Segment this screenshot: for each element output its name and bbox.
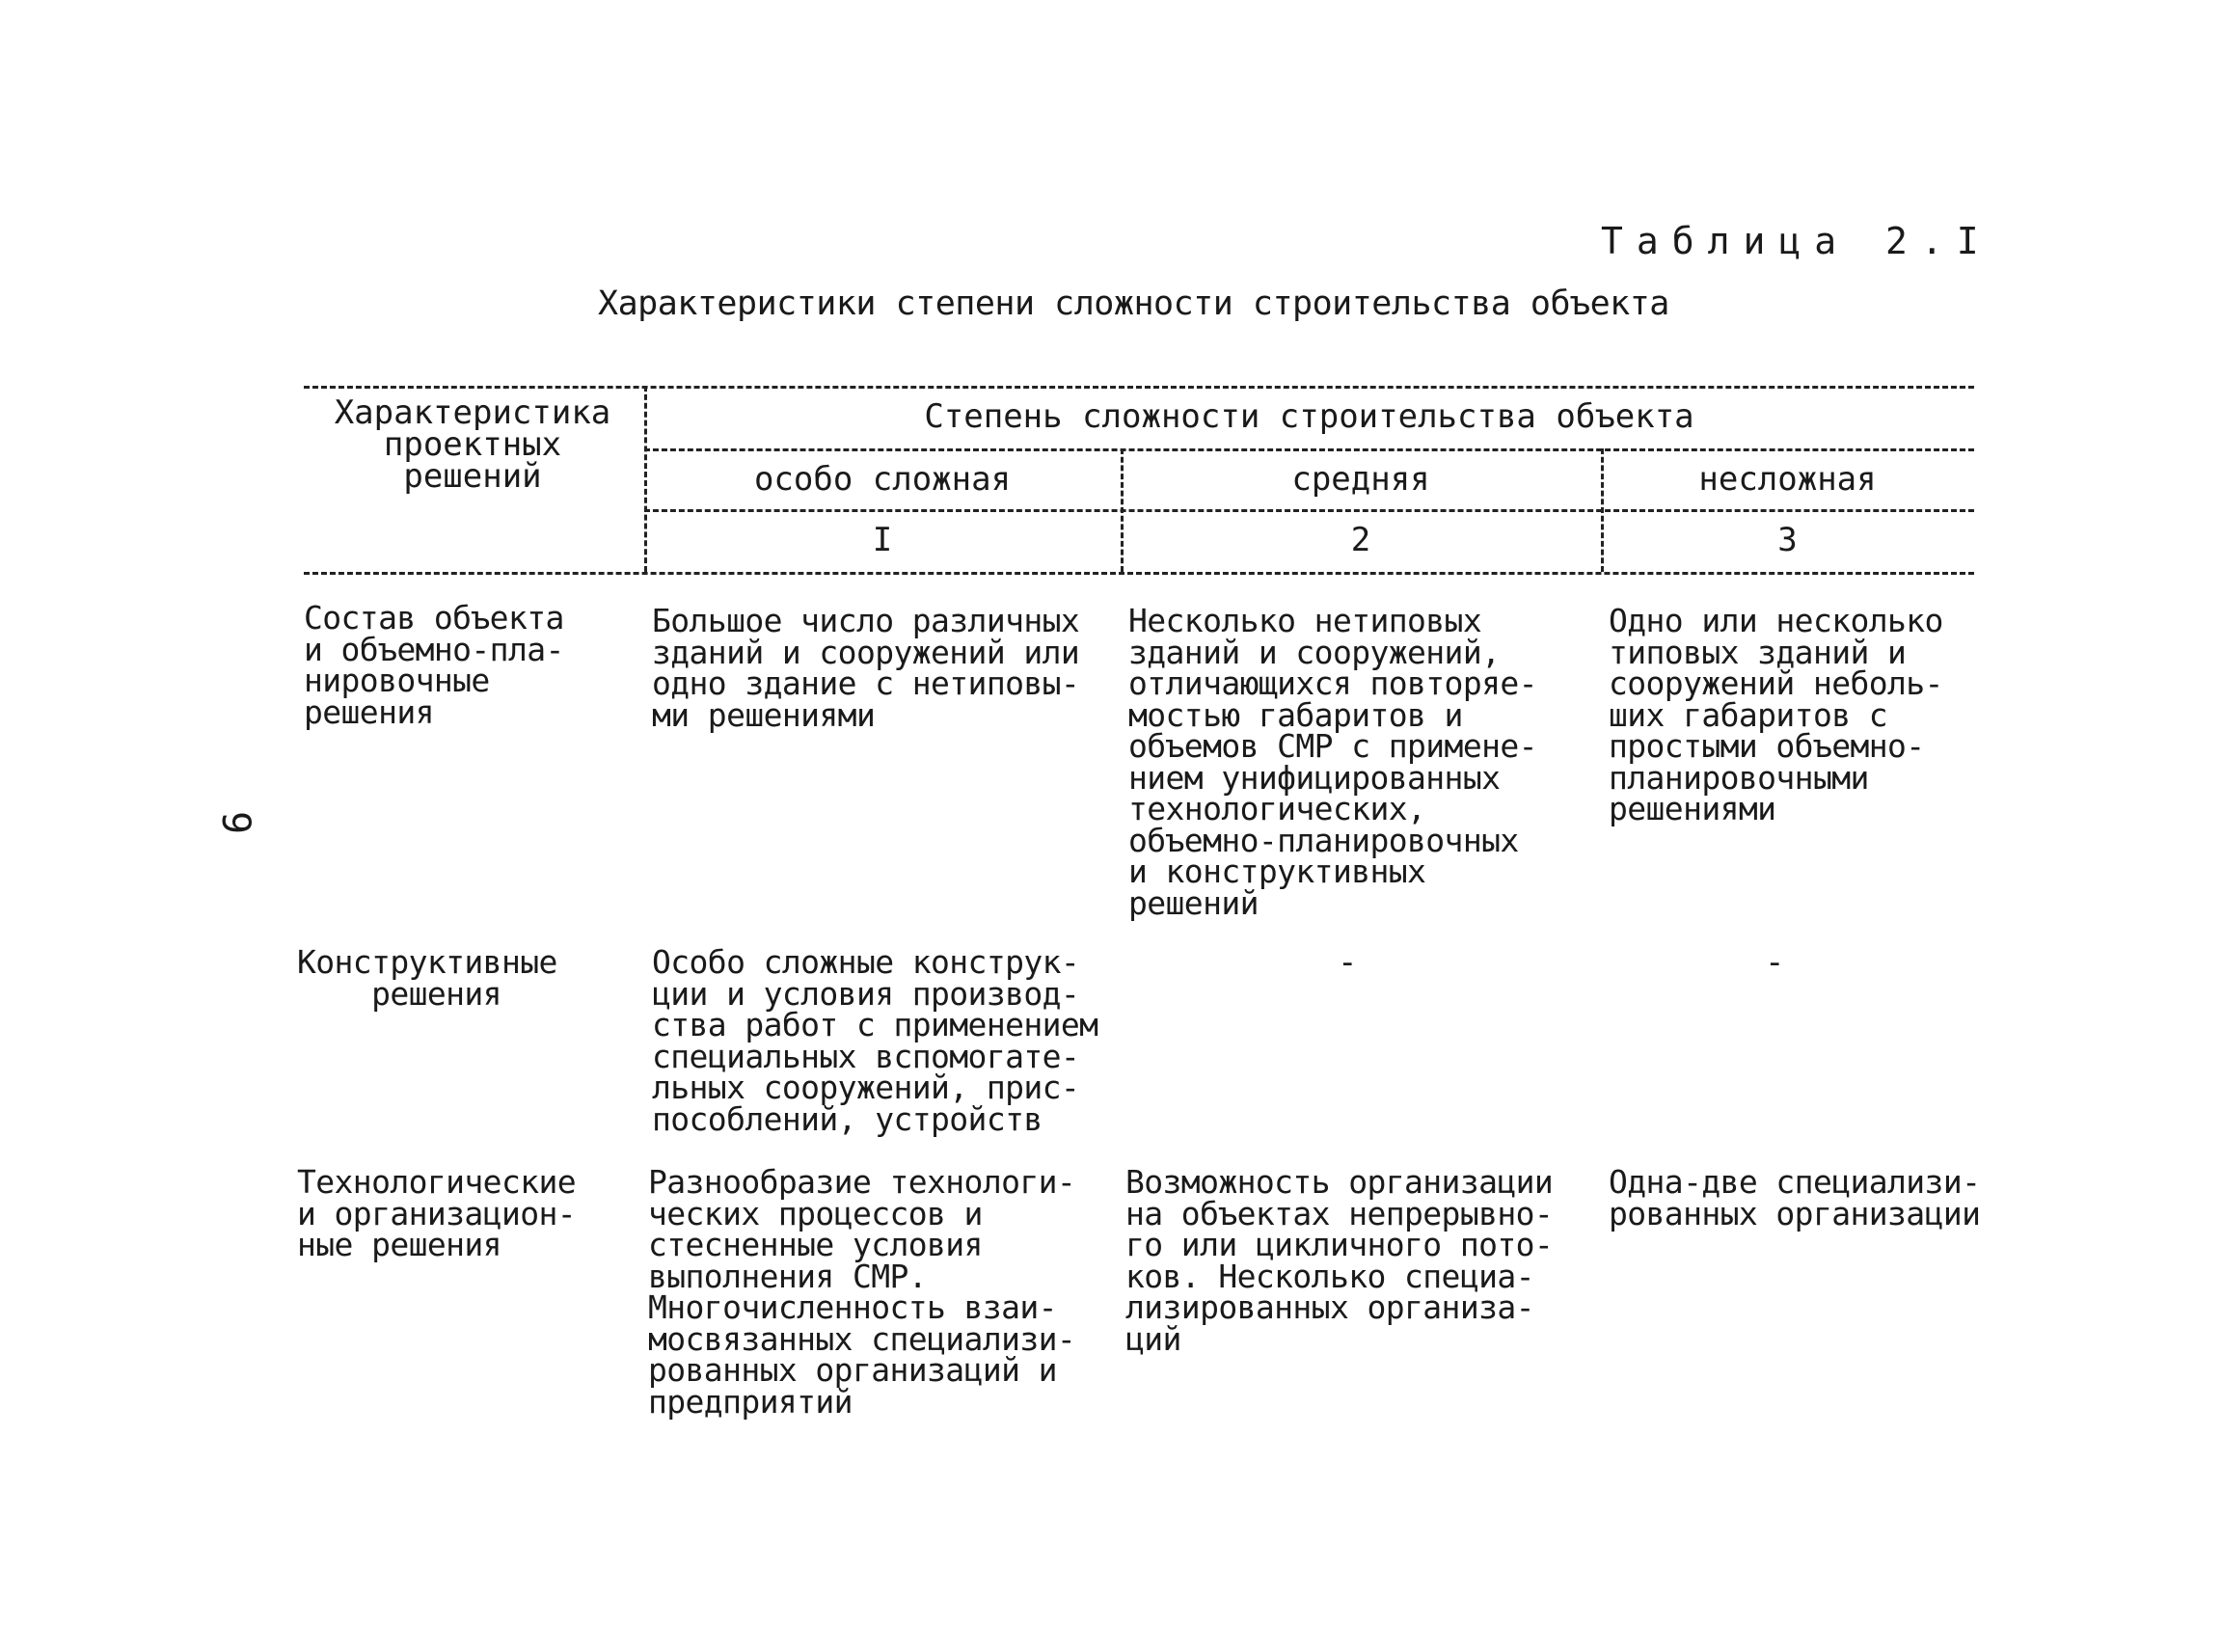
row-1-cell-1: Большое число различных зданий и сооружений или одно здание с нетиповы- ми решениями <box>652 602 1080 734</box>
group-under-rule <box>644 448 1974 451</box>
table-top-rule <box>304 386 1974 389</box>
table-title: Характеристики степени сложности строительства объекта <box>598 284 1669 323</box>
columns-under-rule <box>644 509 1974 512</box>
header-col-num-2: 2 <box>1350 521 1371 559</box>
row-1-cell-3: Одно или несколько типовых зданий и сооружений неболь- ших габаритов с простыми объемно- планировочными решениями <box>1609 602 1943 827</box>
row-3-cell-2: Возможность организации на объектах непрерывно- го или цикличного пото- ков. Несколько специа- лизированных организа- ций <box>1125 1163 1554 1358</box>
row-1-cell-2: Несколько нетиповых зданий и сооружений, отличающихся повторяе- мостью габаритов и объемов СМР с примене- нием унифицированных технологических, объемно-планировочных и конструктивных решений <box>1128 602 1537 922</box>
header-col-2: средняя <box>1291 460 1430 499</box>
header-col-num-3: 3 <box>1777 521 1798 559</box>
header-col-3: несложная <box>1698 460 1877 499</box>
row-2-label: Конструктивные решения <box>297 943 557 1013</box>
header-col-1: особо сложная <box>753 460 1012 499</box>
row-3-cell-3: Одна-две специализи- рованных организации <box>1609 1163 1981 1232</box>
row-2-cell-1: Особо сложные конструк- ции и условия производ- ства работ с применением специальных вспомогате- льных сооружений, прис- пособлений, устройств <box>652 943 1098 1138</box>
header-col-num-1: I <box>872 521 893 559</box>
page-number: 9 <box>213 810 258 835</box>
row-3-cell-1: Разнообразие технологи- ческих процессов и стесненные условия выполнения СМР. Многочисленность взаи- мосвязанных специализи- рованных организаций и предприятий <box>648 1163 1076 1421</box>
header-group-label: Степень сложности строительства объекта <box>924 397 1694 436</box>
header-row-label: Характеристика проектных решений <box>334 393 611 496</box>
row-2-cell-2: - <box>1338 943 1358 982</box>
table-number: Таблица 2.I <box>1601 220 1992 262</box>
row-3-label: Технологические и организацион- ные решения <box>297 1163 577 1263</box>
row-1-label: Состав объекта и объемно-пла- нировочные решения <box>304 599 564 731</box>
row-2-cell-3: - <box>1765 943 1785 982</box>
header-bottom-rule <box>304 572 1974 575</box>
